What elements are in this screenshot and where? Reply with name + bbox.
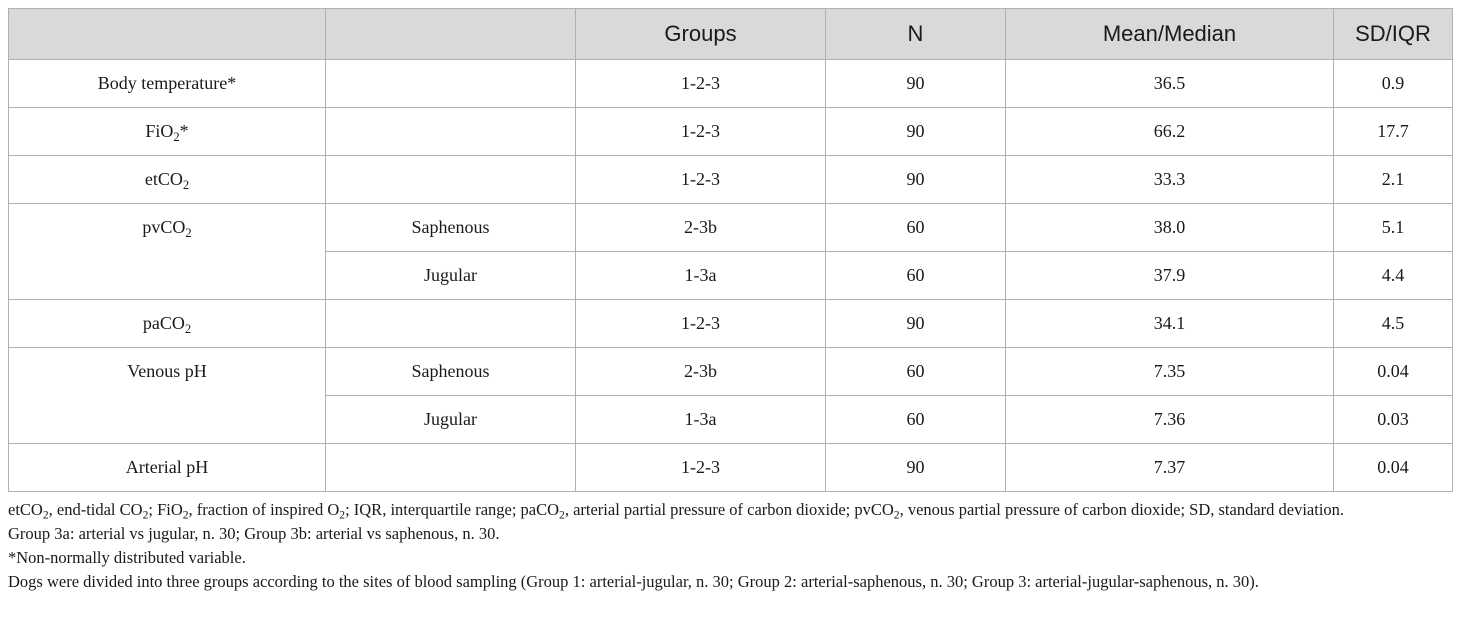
groups-cell: 1-3a — [576, 396, 826, 444]
site-cell: Saphenous — [326, 348, 576, 396]
note-subscript: 2 — [182, 509, 189, 522]
variable-cell — [9, 156, 326, 204]
n-cell: 90 — [826, 108, 1006, 156]
groups-cell: 2-3b — [576, 348, 826, 396]
note-text: ; FiO — [148, 500, 183, 519]
site-cell: Jugular — [326, 252, 576, 300]
site-cell — [326, 60, 576, 108]
sd-cell: 0.03 — [1334, 396, 1453, 444]
variable-subscript: 2 — [173, 129, 180, 144]
note-text: , fraction of inspired O — [188, 500, 340, 519]
groups-cell: 1-2-3 — [576, 60, 826, 108]
mean-cell: 36.5 — [1006, 60, 1334, 108]
note-text: , venous partial pressure of carbon dioxide; SD, standard deviation. — [899, 500, 1345, 519]
table-row — [9, 60, 1453, 108]
note-text: ; IQR, interquartile range; paCO — [345, 500, 560, 519]
note-text: , end-tidal CO — [48, 500, 143, 519]
sd-cell: 0.04 — [1334, 348, 1453, 396]
table-row — [9, 348, 1453, 396]
header-mean-median: Mean/Median — [1006, 9, 1334, 60]
n-cell: 90 — [826, 300, 1006, 348]
variable-base: etCO — [144, 169, 183, 189]
sd-cell: 5.1 — [1334, 204, 1453, 252]
mean-cell: 33.3 — [1006, 156, 1334, 204]
groups-cell: 1-2-3 — [576, 108, 826, 156]
note-subscript: 2 — [339, 509, 346, 522]
site-cell — [326, 300, 576, 348]
site-cell: Saphenous — [326, 204, 576, 252]
site-cell — [326, 156, 576, 204]
mean-cell: 7.37 — [1006, 444, 1334, 492]
variable-base: paCO — [142, 313, 185, 333]
variable-cell — [9, 204, 326, 300]
note-text: etCO — [8, 500, 43, 519]
variable-subscript: 2 — [182, 177, 190, 192]
site-cell — [326, 444, 576, 492]
table-row — [9, 204, 1453, 252]
groups-note: Group 3a: arterial vs jugular, n. 30; Group 3b: arterial vs saphenous, n. 30. — [8, 524, 500, 543]
mean-cell: 7.35 — [1006, 348, 1334, 396]
sd-cell: 2.1 — [1334, 156, 1453, 204]
groups-cell: 1-2-3 — [576, 300, 826, 348]
variable-base: pvCO — [142, 217, 186, 237]
n-cell: 60 — [826, 396, 1006, 444]
table-container — [8, 8, 1452, 492]
variable-cell — [9, 108, 326, 156]
mean-cell: 37.9 — [1006, 252, 1334, 300]
table-row — [9, 108, 1453, 156]
header-groups: Groups — [576, 9, 826, 60]
sd-cell: 17.7 — [1334, 108, 1453, 156]
n-cell: 60 — [826, 348, 1006, 396]
table-row — [9, 300, 1453, 348]
abbreviations-note — [8, 498, 1452, 522]
variable-subscript: 2 — [184, 321, 192, 336]
site-cell — [326, 108, 576, 156]
table-row — [9, 156, 1453, 204]
note-subscript: 2 — [42, 509, 49, 522]
sd-cell: 0.9 — [1334, 60, 1453, 108]
sd-cell: 0.04 — [1334, 444, 1453, 492]
header-variable — [9, 9, 326, 60]
n-cell: 60 — [826, 204, 1006, 252]
variable-cell: Venous pH — [9, 348, 326, 444]
note-subscript: 2 — [559, 509, 565, 522]
mean-cell: 7.36 — [1006, 396, 1334, 444]
mean-cell: 34.1 — [1006, 300, 1334, 348]
sd-cell: 4.4 — [1334, 252, 1453, 300]
variable-cell: Body temperature* — [9, 60, 326, 108]
variable-base: FiO — [145, 121, 174, 141]
n-cell: 90 — [826, 156, 1006, 204]
n-cell: 60 — [826, 252, 1006, 300]
variable-subscript: 2 — [185, 225, 192, 240]
table-row — [9, 444, 1453, 492]
nonnormal-note: *Non-normally distributed variable. — [8, 548, 246, 567]
mean-cell: 66.2 — [1006, 108, 1334, 156]
variable-cell: Arterial pH — [9, 444, 326, 492]
n-cell: 90 — [826, 60, 1006, 108]
table-footnotes — [8, 498, 1452, 594]
mean-cell: 38.0 — [1006, 204, 1334, 252]
site-cell: Jugular — [326, 396, 576, 444]
sd-cell: 4.5 — [1334, 300, 1453, 348]
note-subscript: 2 — [142, 509, 149, 522]
groups-cell: 1-2-3 — [576, 156, 826, 204]
header-row — [9, 9, 1453, 60]
groups-cell: 2-3b — [576, 204, 826, 252]
header-sd-iqr: SD/IQR — [1334, 9, 1453, 60]
results-table — [8, 8, 1453, 492]
groups-cell: 1-2-3 — [576, 444, 826, 492]
note-text: , arterial partial pressure of carbon dioxide; pvCO — [564, 500, 894, 519]
variable-suffix: * — [179, 121, 189, 141]
header-n: N — [826, 9, 1006, 60]
groups-cell: 1-3a — [576, 252, 826, 300]
header-site — [326, 9, 576, 60]
variable-cell — [9, 300, 326, 348]
note-subscript: 2 — [893, 509, 900, 522]
n-cell: 90 — [826, 444, 1006, 492]
design-note: Dogs were divided into three groups according to the sites of blood sampling (Group 1: arterial-jugular, n. 30; Group 2: arterial-saphenous, n. 30; Group 3: arterial-jugular-saphenous, n. 30). — [8, 572, 1259, 591]
